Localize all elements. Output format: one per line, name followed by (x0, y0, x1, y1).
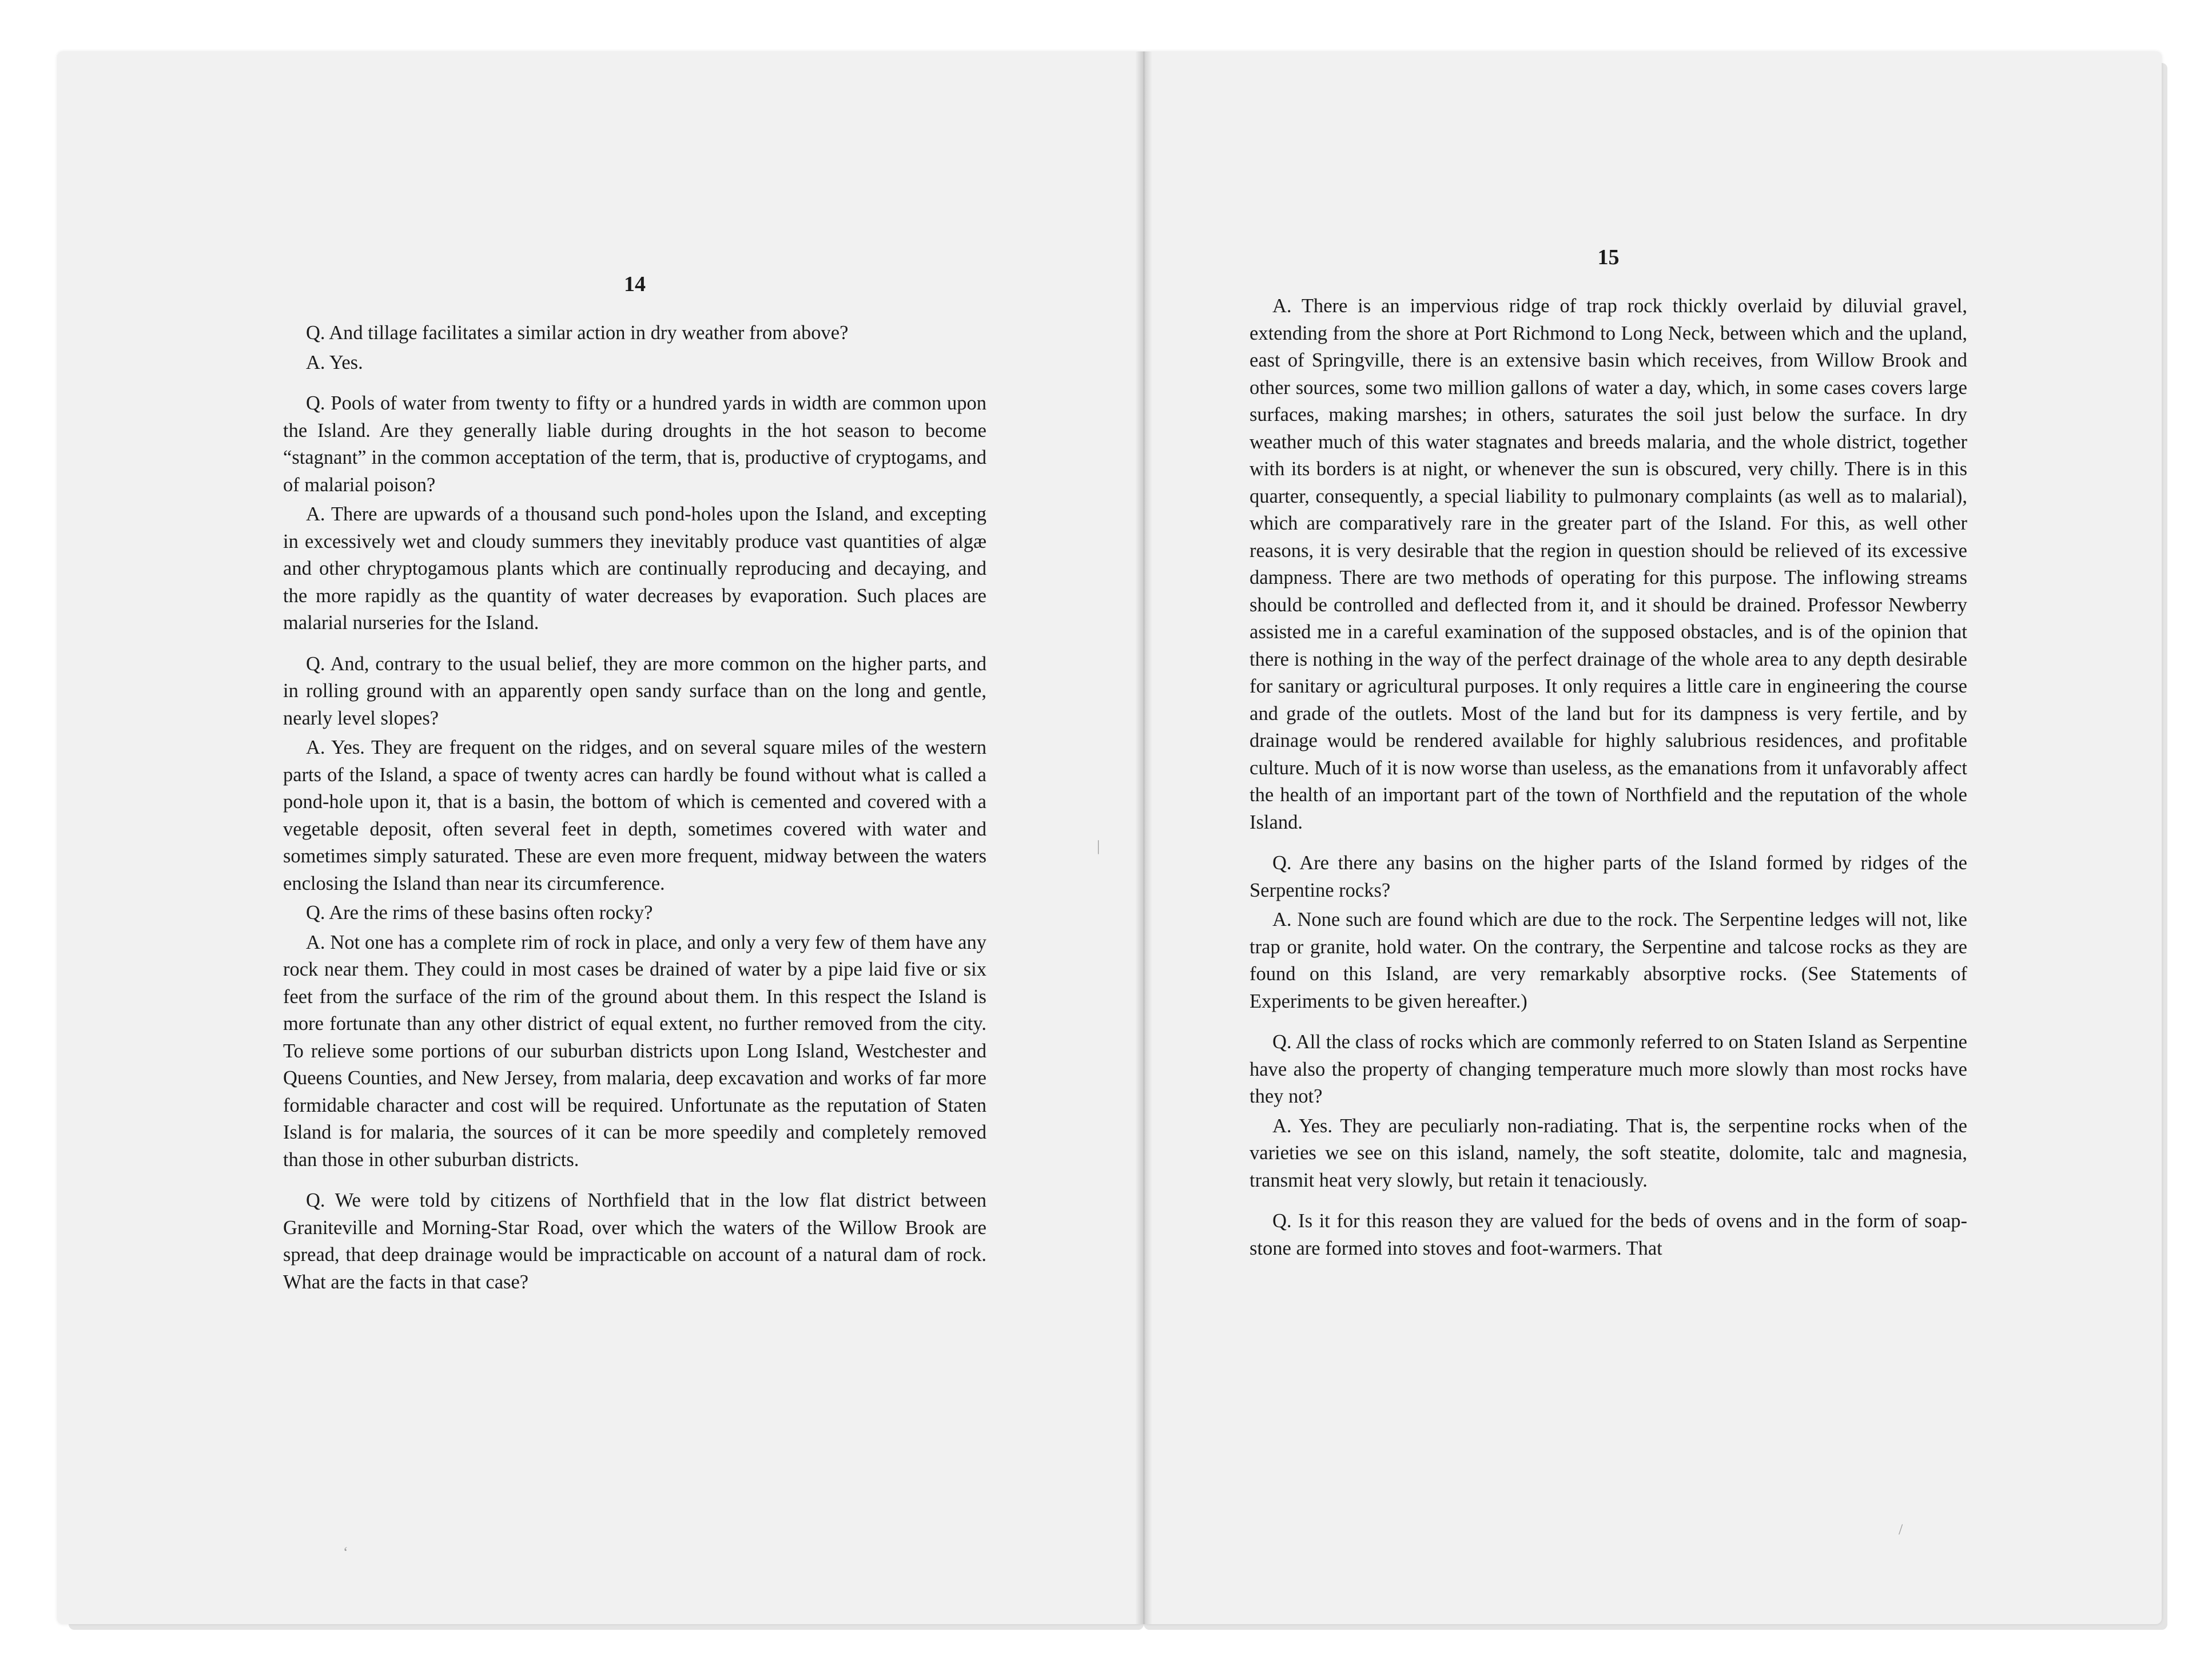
stray-mark: | (1097, 838, 1100, 854)
page-number-14: 14 (624, 272, 646, 296)
paragraph: A. There are upwards of a thousand such pond-holes upon the Island, and excepting in excessively wet and cloudy summers they inevitably produce vast quantities of algæ and other chryptogamous plants which are continually reproducing and decaying, and the more rapidly as the quantity of water decreases by evaporation. Such places are malarial nurseries for the Island. (283, 503, 986, 634)
book-gutter (1135, 51, 1152, 1624)
paragraph: Q. And tillage facilitates a similar action in dry weather from above? (306, 322, 849, 344)
paragraph: Q. All the class of rocks which are commonly referred to on Staten Island as Serpentine have also the property of changing temperature much more slowly than most rocks have they not? (1250, 1031, 1967, 1107)
paragraph: A. Yes. They are peculiarly non-radiating. That is, the serpentine rocks when of the varieties we see on this island, namely, the soft steatite, dolomite, talc and magnesia, transmit heat very slowly, but retain it tenaciously. (1250, 1115, 1967, 1191)
left-page-text (283, 272, 986, 1298)
stray-mark: / (1899, 1521, 1903, 1538)
page-number-15: 15 (1597, 245, 1620, 269)
paragraph: Q. And, contrary to the usual belief, they are more common on the higher parts, and in rolling ground with an apparently open sandy surface than on the long and gentle, nearly level slopes? (283, 653, 986, 729)
paragraph: Q. Pools of water from twenty to fifty or a hundred yards in width are common upon the Island. Are they generally liable during droughts in the hot season to become “stagnant” in the common acceptation of the term, that is, productive of cryptogams, and of malarial poison? (283, 392, 986, 496)
paragraph: Q. Is it for this reason they are valued for the beds of ovens and in the form of soap-stone are formed into stoves and foot-warmers. That (1250, 1210, 1967, 1259)
paragraph: Q. Are the rims of these basins often rocky? (306, 902, 653, 924)
paragraph: A. Yes. (306, 351, 363, 373)
paragraph: A. Not one has a complete rim of rock in place, and only a very few of them have any rock near them. They could in most cases be drained of water by a pipe laid five or six feet from the surface of the rim of the ground about them. In this respect the Island is more fortunate than any other district of equal extent, no further removed from the city. To relieve some portions of our suburban districts upon Long Island, Westchester and Queens Counties, and New Jersey, from malaria, deep excavation and works of far more formidable character and cost will be required. Unfortunate as the reputation of Staten Island is for malaria, the sources of it can be more speedily and completely removed than those in other suburban districts. (283, 931, 986, 1171)
paragraph: Q. Are there any basins on the higher parts of the Island formed by ridges of the Serpentine rocks? (1250, 852, 1967, 901)
paragraph: Q. We were told by citizens of Northfield that in the low flat district between Graniteville and Morning-Star Road, over which the waters of the Willow Brook are spread, that deep drainage would be impracticable on account of a natural dam of rock. What are the facts in that case? (283, 1189, 986, 1293)
paragraph: A. None such are found which are due to the rock. The Serpentine ledges will not, like trap or granite, hold water. On the contrary, the Serpentine and talcose rocks as they are found on this Island, are very remarkably absorptive rocks. (See Statements of Experiments to be given hereafter.) (1250, 909, 1967, 1012)
right-page-text (1250, 245, 1967, 1264)
paragraph: A. Yes. They are frequent on the ridges, and on several square miles of the western parts of the Island, a space of twenty acres can hardly be found without what is called a pond-hole upon it, that is a basin, the bottom of which is cemented and covered with a vegetable deposit, often several feet in depth, sometimes covered with water and sometimes simply saturated. These are even more frequent, midway between the waters enclosing the Island than near its circumference. (283, 737, 986, 894)
stray-mark: ‘ (343, 1544, 348, 1561)
paragraph: A. There is an impervious ridge of trap rock thickly overlaid by diluvial gravel, extending from the shore at Port Richmond to Long Neck, between which and the upland, east of Springville, there is an extensive basin which receives, from Willow Brook and other sources, some two million gallons of water a day, which, in some cases covers large surfaces, making marshes; in others, saturates the soil just below the surface. In dry weather much of this water stagnates and breeds malaria, and the whole district, together with its borders is at night, or whenever the sun is obscured, very chilly. There is in this quarter, consequently, a special liability to pulmonary complaints (as well as to malarial), which are comparatively rare in the greater part of the Island. For this, as well other reasons, it is very desirable that the region in question should be relieved of its excessive dampness. There are two methods of operating for this purpose. The inflowing streams should be controlled and deflected from it, and it should be drained. Professor Newberry assisted me in a careful examination of the supposed obstacles, and is of the opinion that there is nothing in the way of the perfect drainage of the whole area to any depth desirable for sanitary or agricultural purposes. It only requires a little care in engineering the course and grade of the outlets. Most of the land but for its dampness is very fertile, and by drainage would be rendered available for highly salubrious residences, and profitable culture. Much of it is now worse than useless, as the emanations from it unfavorably affect the health of an important part of the town of Northfield and the reputation of the whole Island. (1250, 295, 1967, 833)
